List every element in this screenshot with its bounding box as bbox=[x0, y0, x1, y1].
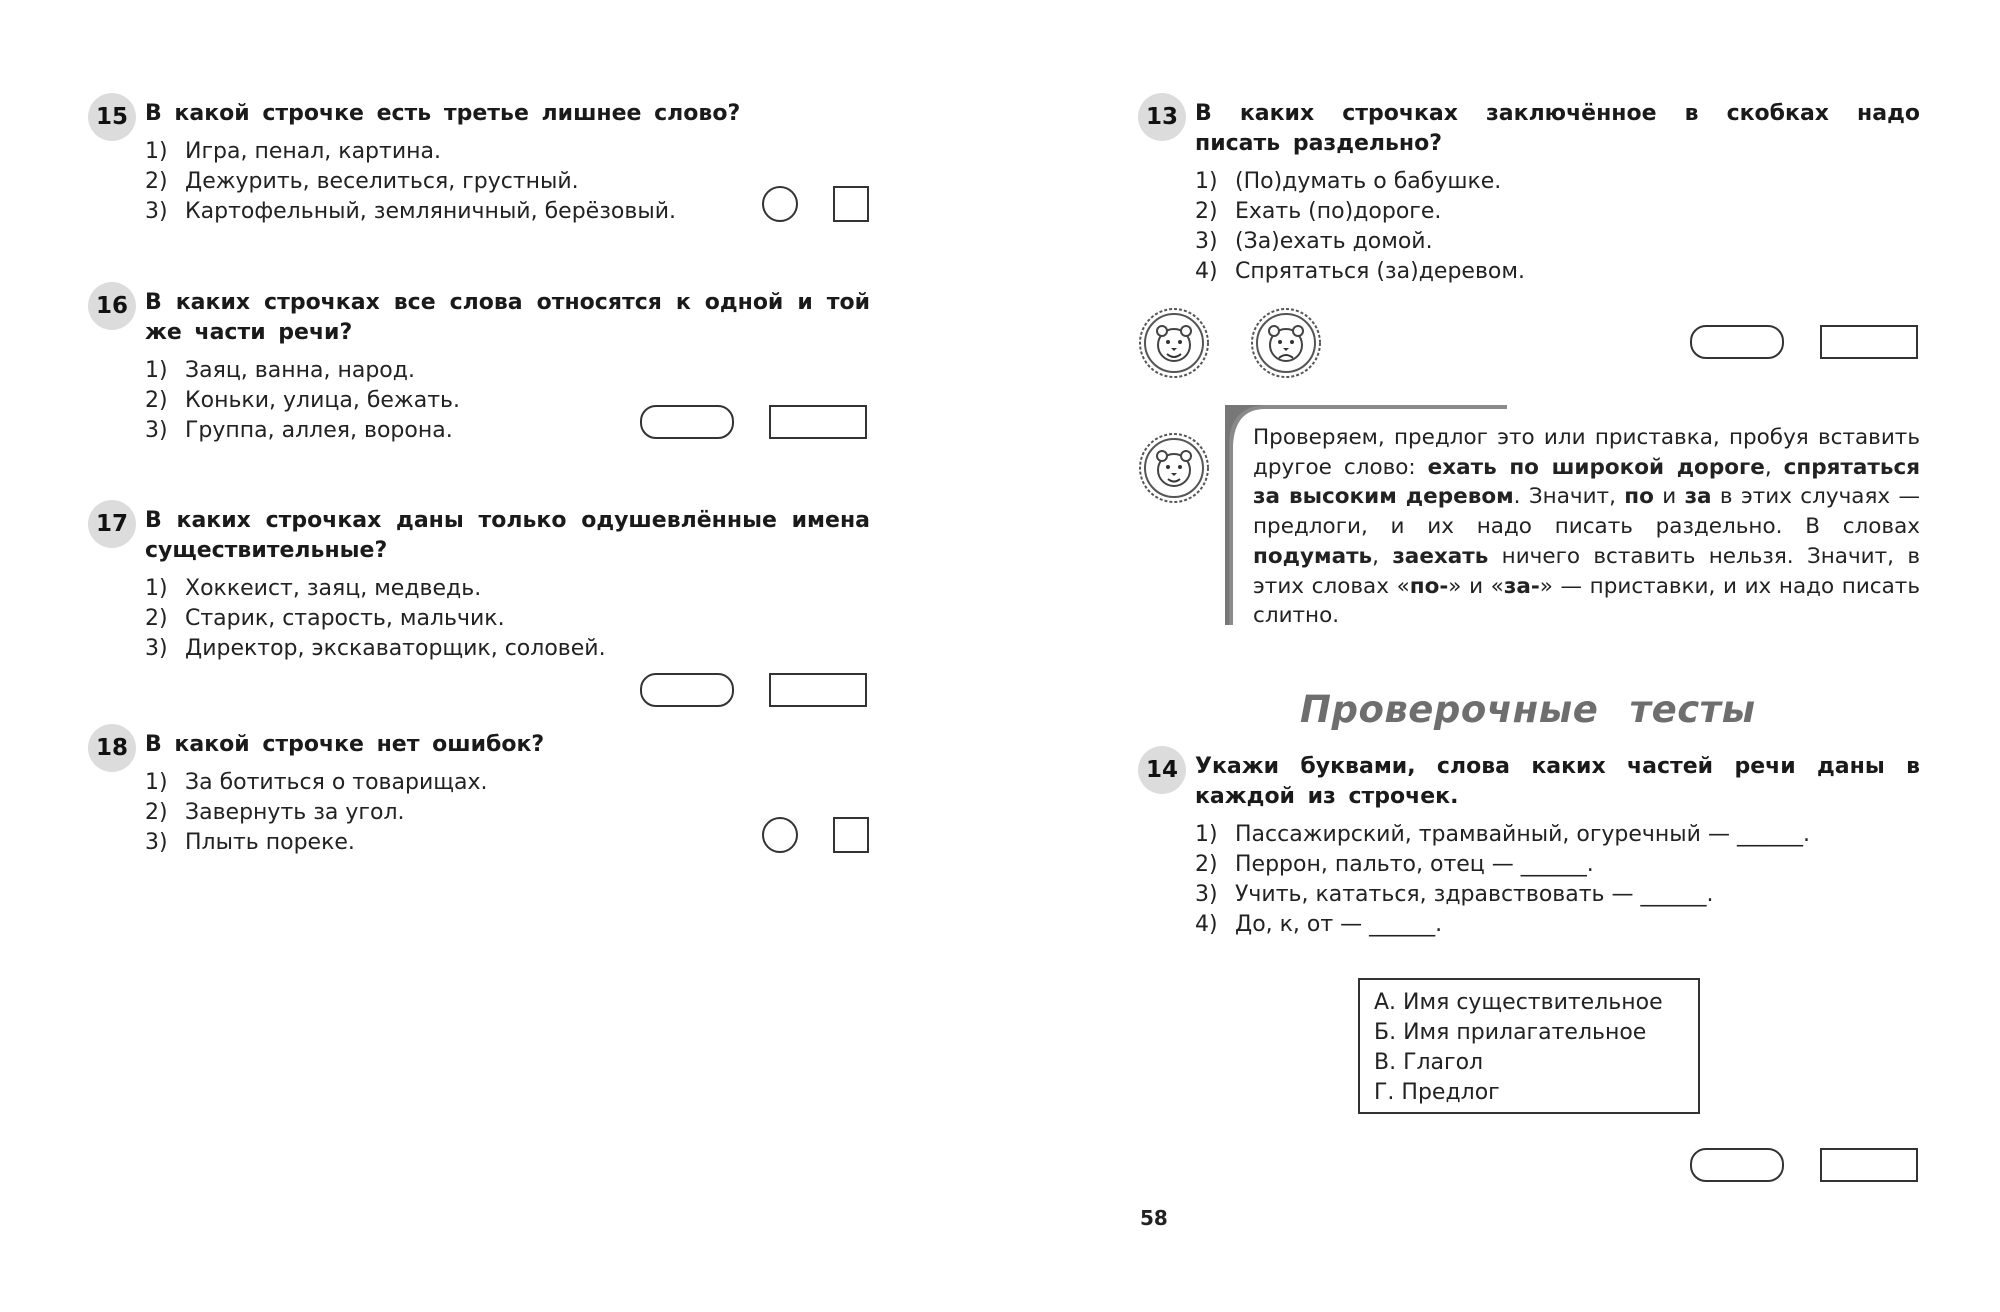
answer-option: 3) Группа, аллея, ворона. bbox=[145, 418, 453, 443]
answer-option: 1) Пассажирский, трамвайный, огуречный — ______. bbox=[1195, 822, 1810, 847]
answer-box[interactable] bbox=[769, 673, 867, 707]
task-number-badge: 17 bbox=[88, 500, 136, 548]
answer-option: 2) Ехать (по)дороге. bbox=[1195, 199, 1442, 224]
answer-option: 1) (По)думать о бабушке. bbox=[1195, 169, 1502, 194]
answer-legend bbox=[1358, 978, 1700, 1114]
answer-option: 3) Плыть пореке. bbox=[145, 830, 355, 855]
answer-option: 4) До, к, от — ______. bbox=[1195, 912, 1443, 937]
task-number-badge: 14 bbox=[1138, 746, 1186, 794]
task-17 bbox=[95, 506, 870, 664]
answer-option: 3) Директор, экскаваторщик, соловей. bbox=[145, 636, 606, 661]
answer-option: 2) Коньки, улица, бежать. bbox=[145, 388, 460, 413]
task-15 bbox=[95, 99, 870, 227]
task-question: В какой строчке нет ошибок? bbox=[145, 732, 545, 757]
answer-option: 2) Старик, старость, мальчик. bbox=[145, 606, 505, 631]
answer-option: 1) За ботиться о товарищах. bbox=[145, 770, 488, 795]
answer-option: 2) Перрон, пальто, отец — ______. bbox=[1195, 852, 1594, 877]
answer-option: 2) Дежурить, веселиться, грустный. bbox=[145, 169, 579, 194]
answer-option: 2) Завернуть за угол. bbox=[145, 800, 405, 825]
task-number-badge: 15 bbox=[88, 93, 136, 141]
task-14 bbox=[1145, 752, 1920, 940]
task-number-badge: 16 bbox=[88, 282, 136, 330]
self-check-oval[interactable] bbox=[640, 405, 734, 439]
answer-option: 1) Игра, пенал, картина. bbox=[145, 139, 441, 164]
answer-option: 4) Спрятаться (за)деревом. bbox=[1195, 259, 1525, 284]
self-check-circle[interactable] bbox=[762, 817, 798, 853]
task-question: Укажи буквами, слова каких частей речи даны в каждой из строчек. bbox=[1195, 754, 1920, 809]
answer-square[interactable] bbox=[833, 186, 869, 222]
task-question: В каких строчках даны только одушевлённые имена существительные? bbox=[145, 508, 870, 563]
answer-option: 3) (За)ехать домой. bbox=[1195, 229, 1433, 254]
answer-box[interactable] bbox=[1820, 325, 1918, 359]
task-options bbox=[145, 137, 870, 227]
answer-box[interactable] bbox=[1820, 1148, 1918, 1182]
task-number-badge: 18 bbox=[88, 724, 136, 772]
hint-text: Проверяем, предлог это или приставка, пробуя вставить другое слово: ехать по широкой дороге, спрятаться за высоким деревом. Значит, по и за в этих случаях — предлоги, и их надо писать раздельно. В словах подумать, заехать ничего вставить нельзя. Значит, в этих словах «по-» и «за-» — приставки, и их надо писать слитно. bbox=[1253, 425, 1921, 629]
lion-hint-icon bbox=[1138, 432, 1210, 504]
task-question: В какой строчке есть третье лишнее слово? bbox=[145, 101, 741, 126]
task-question: В каких строчках заключённое в скобках надо писать раздельно? bbox=[1195, 101, 1920, 156]
happy-lion-icon[interactable] bbox=[1138, 307, 1210, 379]
answer-box[interactable] bbox=[769, 405, 867, 439]
self-check-oval[interactable] bbox=[1690, 1148, 1784, 1182]
section-title: Проверочные тесты bbox=[1300, 688, 1756, 731]
right-page bbox=[1000, 0, 2000, 1312]
task-options bbox=[145, 356, 870, 446]
answer-option: 1) Хоккеист, заяц, медведь. bbox=[145, 576, 482, 601]
task-13 bbox=[1145, 99, 1920, 287]
task-options bbox=[1195, 820, 1920, 940]
legend-item: Б. Имя прилагательное bbox=[1374, 1020, 1647, 1045]
task-question: В каких строчках все слова относятся к одной и той же части речи? bbox=[145, 290, 870, 345]
legend-item: Г. Предлог bbox=[1374, 1080, 1500, 1105]
answer-square[interactable] bbox=[833, 817, 869, 853]
task-number-badge: 13 bbox=[1138, 93, 1186, 141]
page-number: 58 bbox=[1140, 1206, 1168, 1230]
task-16 bbox=[95, 288, 870, 446]
task-options bbox=[1195, 167, 1920, 287]
answer-option: 3) Учить, кататься, здравствовать — ______. bbox=[1195, 882, 1714, 907]
answer-option: 1) Заяц, ванна, народ. bbox=[145, 358, 415, 383]
task-options bbox=[145, 574, 870, 664]
task-options bbox=[145, 768, 870, 858]
self-check-oval[interactable] bbox=[640, 673, 734, 707]
self-check-oval[interactable] bbox=[1690, 325, 1784, 359]
self-check-circle[interactable] bbox=[762, 186, 798, 222]
answer-option: 3) Картофельный, земляничный, берёзовый. bbox=[145, 199, 676, 224]
legend-item: В. Глагол bbox=[1374, 1050, 1484, 1075]
sad-lion-icon[interactable] bbox=[1250, 307, 1322, 379]
legend-item: А. Имя существительное bbox=[1374, 990, 1663, 1015]
task-18 bbox=[95, 730, 870, 858]
